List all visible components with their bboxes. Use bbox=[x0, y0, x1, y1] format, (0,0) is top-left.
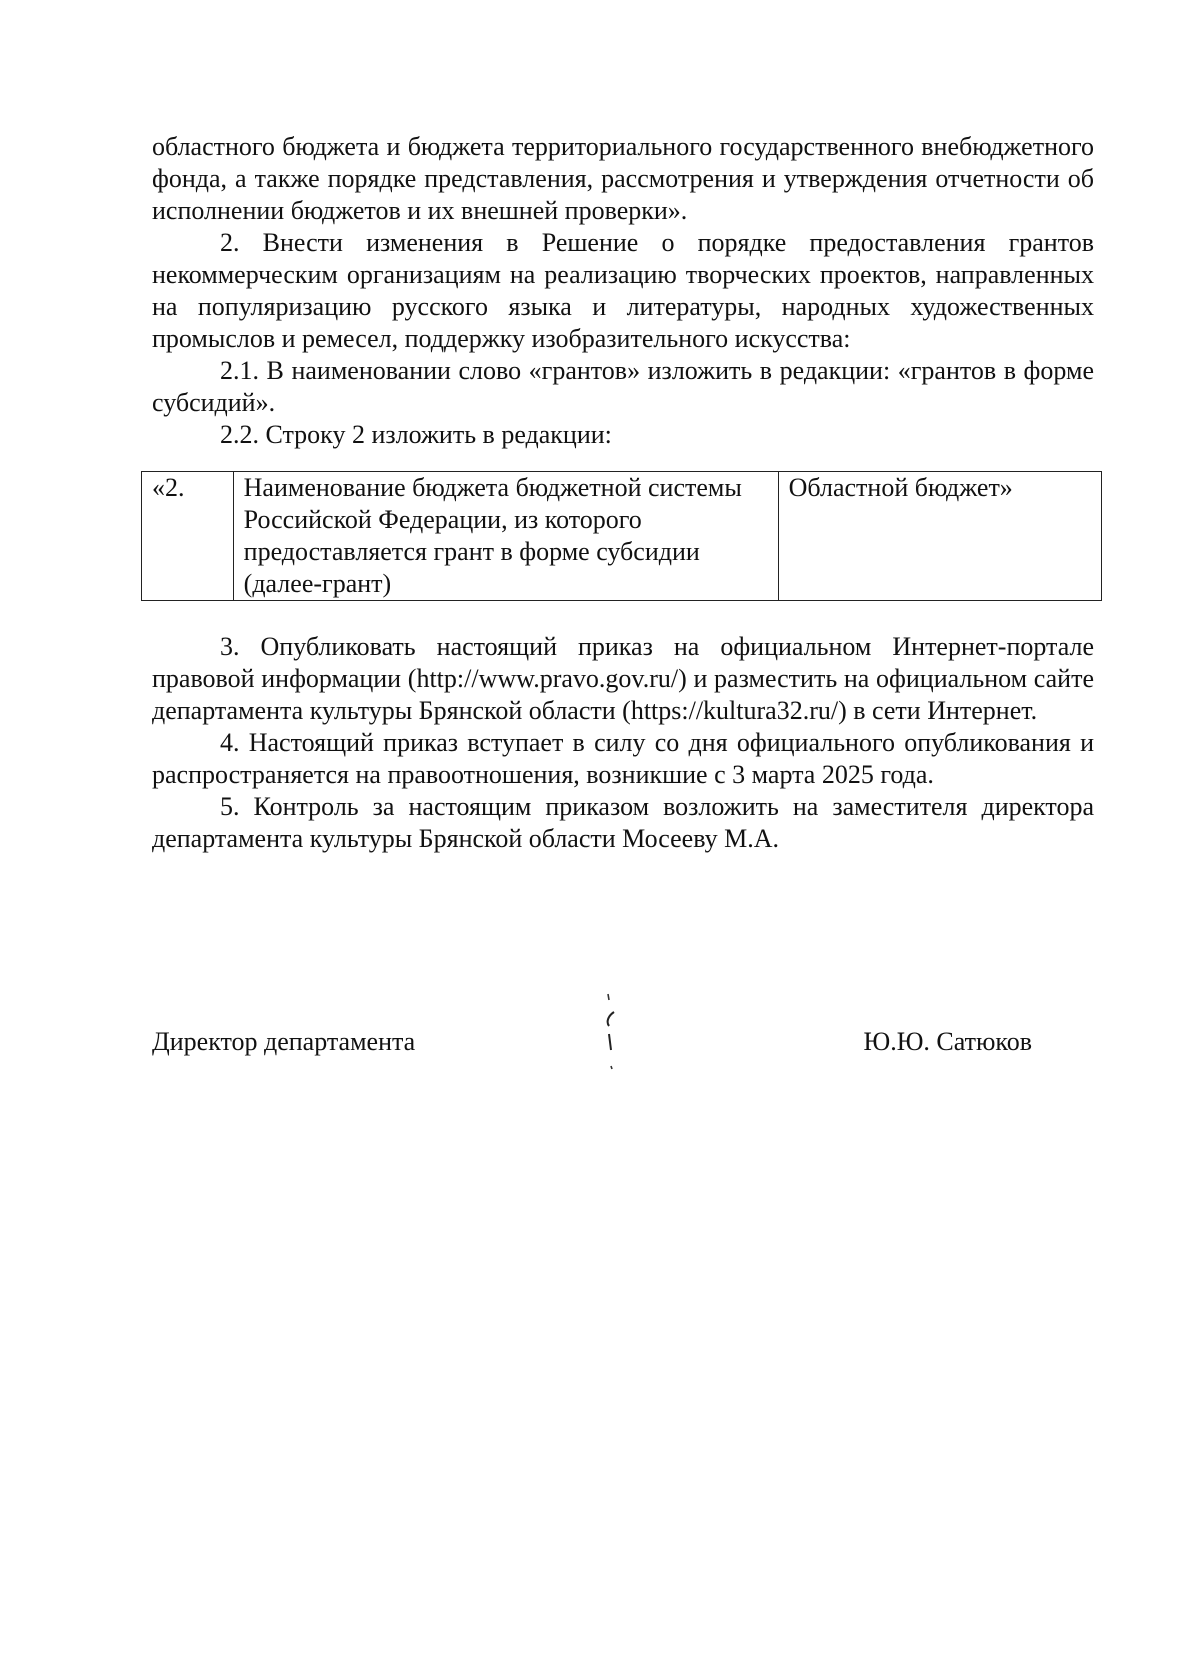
signatory-name: Ю.Ю. Сатюков bbox=[863, 1027, 1032, 1056]
paragraphs-before-table bbox=[152, 131, 1094, 451]
signatory-position: Директор департамента bbox=[152, 1027, 416, 1056]
signature-row bbox=[152, 1026, 1032, 1066]
document-paragraph: 2.2. Строку 2 изложить в редакции: bbox=[220, 420, 612, 449]
document-paragraph: 5. Контроль за настоящим приказом возложить на заместителя директора департамента культуры Брянской области Мосееву М.А. bbox=[152, 792, 1094, 853]
amendment-table bbox=[141, 471, 1102, 601]
table-row bbox=[142, 472, 1102, 601]
document-paragraph: 2. Внести изменения в Решение о порядке предоставления грантов некоммерческим организациям на реализацию творческих проектов, направленных на популяризацию русского языка и литературы, народных художественных промыслов и ремесел, поддержку изобразительного искусства: bbox=[152, 228, 1094, 353]
document-paragraph: 2.1. В наименовании слово «грантов» изложить в редакции: «грантов в форме субсидий». bbox=[152, 356, 1094, 417]
document-paragraph: 4. Настоящий приказ вступает в силу со дня официального опубликования и распространяется на правоотношения, возникшие с 3 марта 2025 года. bbox=[152, 728, 1094, 789]
document-paragraph: областного бюджета и бюджета территориального государственного внебюджетного фонда, а также порядке представления, рассмотрения и утверждения отчетности об исполнении бюджетов и их внешней проверки». bbox=[152, 132, 1094, 225]
paragraphs-after-table bbox=[152, 631, 1094, 855]
document-body bbox=[152, 131, 1094, 855]
document-paragraph: 3. Опубликовать настоящий приказ на официальном Интернет-портале правовой информации (http://www.pravo.gov.ru/) и разместить на официальном сайте департамента культуры Брянской области (https://kultura32.ru/) в сети Интернет. bbox=[152, 632, 1094, 725]
table-cell: «2. bbox=[142, 472, 234, 601]
table-cell: Наименование бюджета бюджетной системы Российской Федерации, из которого предоставляется грант в форме субсидии (далее-грант) bbox=[233, 472, 778, 601]
table-cell: Областной бюджет» bbox=[778, 472, 1101, 601]
